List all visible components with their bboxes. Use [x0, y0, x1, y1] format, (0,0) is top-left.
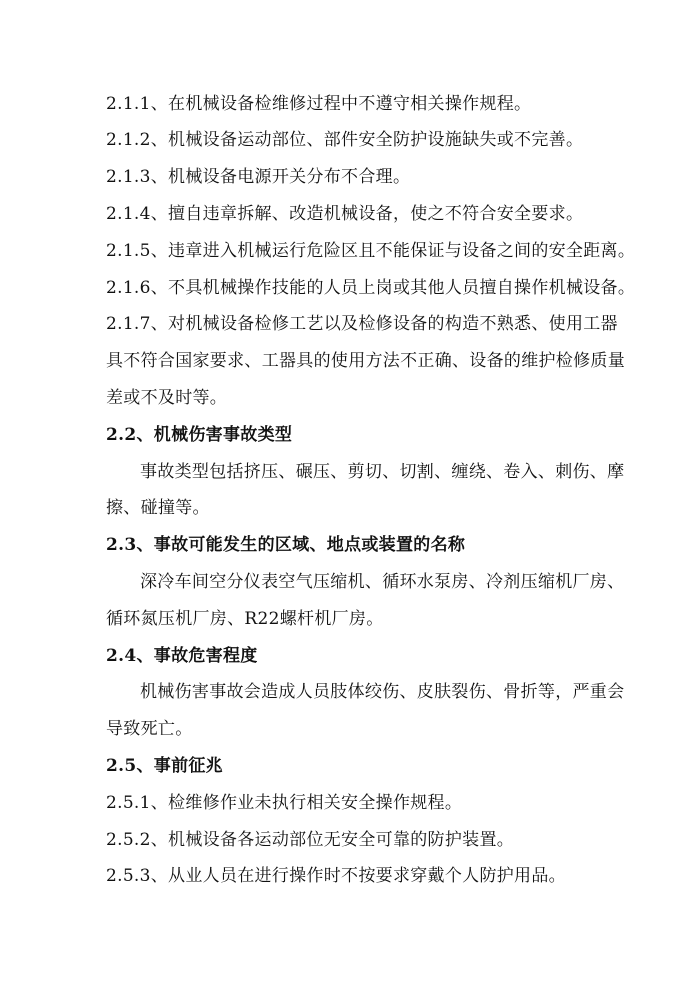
- text-line-2-5-3: 2.5.3、从业人员在进行操作时不按要求穿戴个人防护用品。: [106, 866, 566, 886]
- text-line-2-1-1: 2.1.1、在机械设备检维修过程中不遵守相关操作规程。: [106, 94, 532, 114]
- text-line-2-5-2: 2.5.2、机械设备各运动部位无安全可靠的防护装置。: [106, 830, 515, 850]
- paragraph-2-3-line-2: 循环氮压机厂房、R22螺杆机厂房。: [106, 609, 384, 629]
- paragraph-2-4-line-2: 导致死亡。: [106, 719, 193, 739]
- section-heading-2-5: 2.5、事前征兆: [106, 756, 223, 776]
- paragraph-2-2-line-2: 擦、碰撞等。: [106, 498, 210, 518]
- section-heading-2-2: 2.2、机械伤害事故类型: [106, 425, 293, 445]
- section-heading-2-3: 2.3、事故可能发生的区域、地点或装置的名称: [106, 535, 466, 555]
- text-line-2-1-7-cont-2: 差或不及时等。: [106, 388, 228, 408]
- section-heading-2-4: 2.4、事故危害程度: [106, 646, 258, 666]
- text-line-2-1-5: 2.1.5、违章进入机械运行危险区且不能保证与设备之间的安全距离。: [106, 241, 636, 261]
- text-line-2-1-7-cont-1: 具不符合国家要求、工器具的使用方法不正确、设备的维护检修质量: [106, 351, 625, 371]
- text-line-2-5-1: 2.5.1、检维修作业未执行相关安全操作规程。: [106, 793, 463, 813]
- text-line-2-1-7: 2.1.7、对机械设备检修工艺以及检修设备的构造不熟悉、使用工器: [106, 314, 618, 334]
- paragraph-2-4-line-1: 机械伤害事故会造成人员肢体绞伤、皮肤裂伤、骨折等，严重会: [140, 682, 625, 702]
- paragraph-2-2-line-1: 事故类型包括挤压、碾压、剪切、切割、缠绕、卷入、刺伤、摩: [140, 462, 625, 482]
- text-line-2-1-2: 2.1.2、机械设备运动部位、部件安全防护设施缺失或不完善。: [106, 130, 584, 150]
- text-line-2-1-6: 2.1.6、不具机械操作技能的人员上岗或其他人员擅自操作机械设备。: [106, 278, 636, 298]
- text-line-2-1-3: 2.1.3、机械设备电源开关分布不合理。: [106, 167, 411, 187]
- paragraph-2-3-line-1: 深冷车间空分仪表空气压缩机、循环水泵房、冷剂压缩机厂房、: [140, 572, 625, 592]
- text-line-2-1-4: 2.1.4、擅自违章拆解、改造机械设备，使之不符合安全要求。: [106, 204, 584, 224]
